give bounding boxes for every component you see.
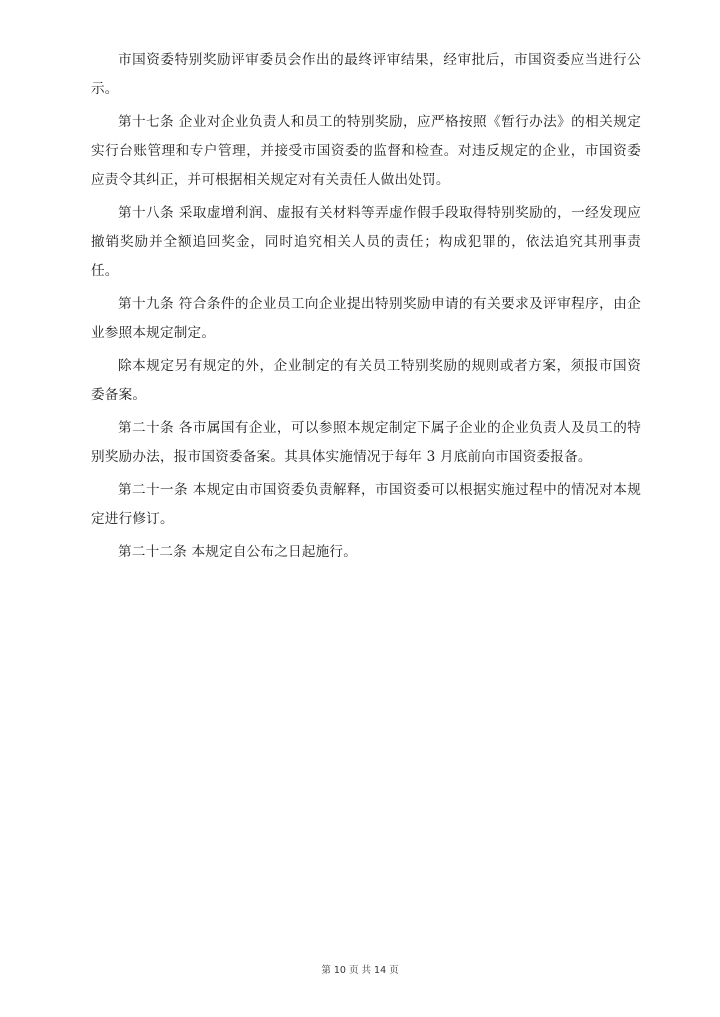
paragraph-article-22: 第二十二条 本规定自公布之日起施行。 bbox=[118, 544, 358, 560]
paragraph-publicity: 市国资委特别奖励评审委员会作出的最终评审结果，经审批后，市国资委应当进行公示。 bbox=[91, 52, 641, 97]
paragraph-article-17: 第十七条 企业对企业负责人和员工的特别奖励，应严格按照《暂行办法》的相关规定实行台账管理和专户管理，并接受市国资委的监督和检查。对违反规定的企业，市国资委应责令其纠正，并可根据相关规定对有关责任人做出处罚。 bbox=[91, 114, 641, 188]
paragraph-article-20: 第二十条 各市属国有企业，可以参照本规定制定下属子企业的企业负责人及员工的特别奖励办法，报市国资委备案。其具体实施情况于每年 3 月底前向市国资委报备。 bbox=[91, 420, 641, 465]
paragraph-filing-rule: 除本规定另有规定的外，企业制定的有关员工特别奖励的规则或者方案，须报市国资委备案。 bbox=[91, 358, 641, 403]
page-number-footer: 第 10 页 共 14 页 bbox=[321, 965, 399, 976]
paragraph-article-18: 第十八条 采取虚增利润、虚报有关材料等弄虚作假手段取得特别奖励的，一经发现应撤销奖励并全额追回奖金，同时追究相关人员的责任；构成犯罪的，依法追究其刑事责任。 bbox=[91, 205, 641, 279]
paragraph-article-21: 第二十一条 本规定由市国资委负责解释，市国资委可以根据实施过程中的情况对本规定进行修订。 bbox=[91, 482, 641, 527]
document-body bbox=[91, 46, 641, 571]
paragraph-article-19: 第十九条 符合条件的企业员工向企业提出特别奖励申请的有关要求及评审程序，由企业参照本规定制定。 bbox=[91, 296, 641, 341]
